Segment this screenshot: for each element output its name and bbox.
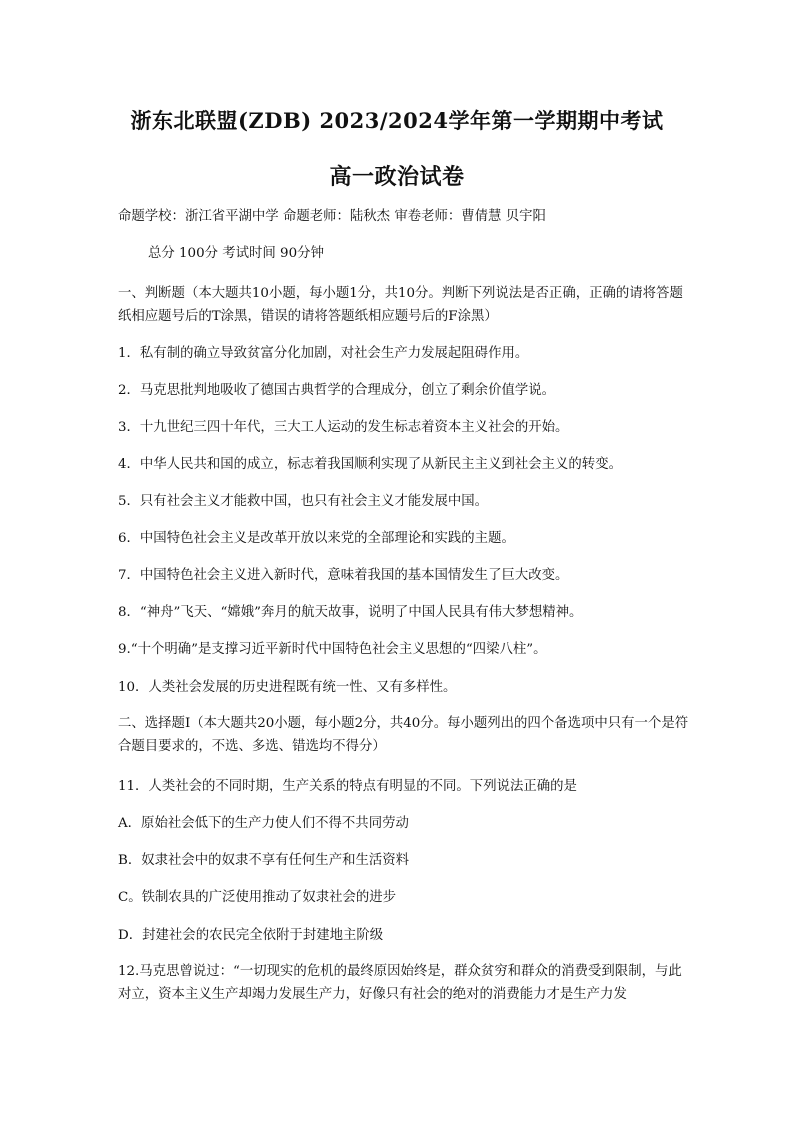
exam-subtitle: 高一政治试卷	[329, 164, 465, 190]
judge-item-6: 6．中国特色社会主义是改革开放以来党的全部理论和实践的主题。	[118, 531, 515, 546]
section1-heading: 一、判断题（本大题共10小题，每小题1分，共10分。判断下列说法是否正确，正确的请将答题纸相应题号后的T涂黑，错误的请将答题纸相应题号后的F涂黑）	[118, 286, 683, 324]
judge-item-5: 5．只有社会主义才能救中国，也只有社会主义才能发展中国。	[118, 494, 489, 509]
question-11-option-b: B．奴隶社会中的奴隶不享有任何生产和生活资料	[118, 853, 410, 868]
exam-meta: 总分 100分 考试时间 90分钟	[148, 246, 324, 261]
judge-item-9: 9.“十个明确”是支撑习近平新时代中国特色社会主义思想的“四梁八柱”。	[118, 642, 547, 657]
judge-item-1: 1．私有制的确立导致贫富分化加剧，对社会生产力发展起阻碍作用。	[118, 346, 529, 361]
question-11-option-d: D．封建社会的农民完全依附于封建地主阶级	[118, 928, 384, 943]
judge-item-7: 7．中国特色社会主义进入新时代，意味着我国的基本国情发生了巨大改变。	[118, 568, 569, 583]
staff-info: 命题学校：浙江省平湖中学 命题老师：陆秋杰 审卷老师：曹倩慧 贝宇阳	[118, 209, 546, 224]
judge-item-2: 2．马克思批判地吸收了德国古典哲学的合理成分，创立了剩余价值学说。	[118, 383, 556, 398]
judge-item-8: 8．“神舟”飞天、“嫦娥”奔月的航天故事，说明了中国人民具有伟大梦想精神。	[118, 605, 583, 620]
section2-heading: 二、选择题Ⅰ（本大题共20小题，每小题2分，共40分。每小题列出的四个备选项中只有一个是符合题目要求的，不选、多选、错选均不得分）	[118, 716, 689, 754]
question-11-stem: 11．人类社会的不同时期，生产关系的特点有明显的不同。下列说法正确的是	[118, 779, 577, 794]
judge-item-10: 10．人类社会发展的历史进程既有统一性、又有多样性。	[118, 680, 457, 695]
question-11-option-a: A．原始社会低下的生产力使人们不得不共同劳动	[118, 816, 409, 831]
judge-item-3: 3．十九世纪三四十年代，三大工人运动的发生标志着资本主义社会的开始。	[118, 420, 569, 435]
question-12-stem: 12.马克思曾说过：“一切现实的危机的最终原因始终是，群众贫穷和群众的消费受到限制，与此对立，资本主义生产却竭力发展生产力，好像只有社会的绝对的消费能力才是生产力发	[118, 964, 682, 1002]
judge-item-4: 4．中华人民共和国的成立，标志着我国顺利实现了从新民主主义到社会主义的转变。	[118, 457, 622, 472]
exam-title: 浙东北联盟(ZDB) 2023/2024学年第一学期期中考试	[130, 108, 664, 133]
question-11-option-c: C。铁制农具的广泛使用推动了奴隶社会的进步	[118, 890, 397, 905]
